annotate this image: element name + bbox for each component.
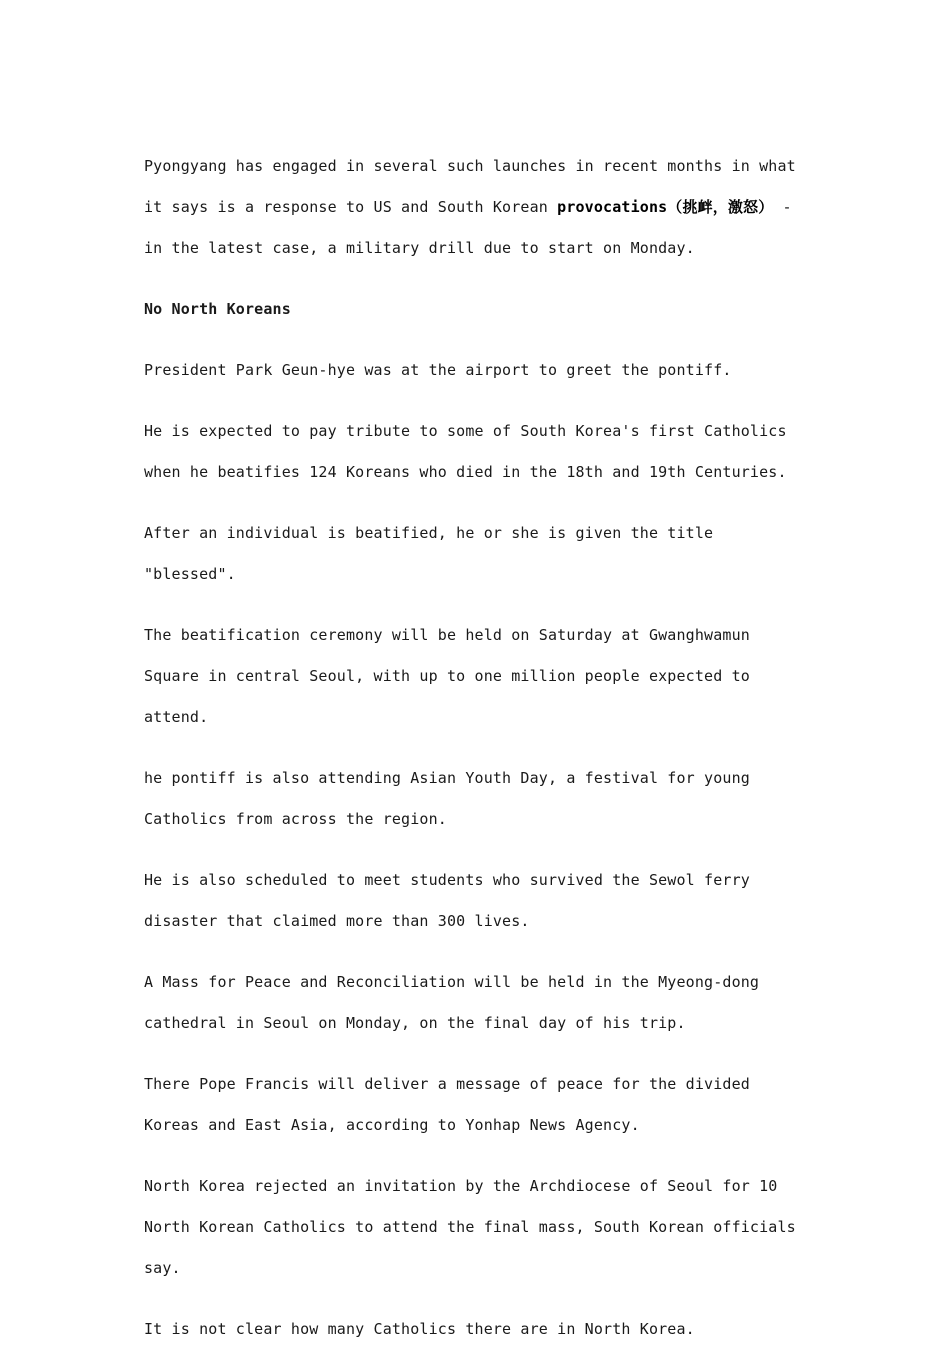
paragraph-11: It is not clear how many Catholics there are in North Korea. <box>144 1320 695 1338</box>
paragraph-1-text-start: Pyongyang has engaged in several such launches in recent months in what it says is a response to US and South Korean <box>144 157 796 216</box>
paragraph-1-text-end: - in the latest case, a military drill due to start on Monday. <box>144 198 792 257</box>
paragraph-5: The beatification ceremony will be held on Saturday at Gwanghwamun Square in central Seoul, with up to one million people expected to attend. <box>144 626 750 726</box>
document-body <box>144 146 814 1370</box>
section-heading: No North Koreans <box>144 300 291 318</box>
paragraph-2: President Park Geun-hye was at the airport to greet the pontiff. <box>144 361 732 379</box>
paragraph-6: he pontiff is also attending Asian Youth Day, a festival for young Catholics from across the region. <box>144 769 750 828</box>
provocations-term: provocations（挑衅，激怒） <box>557 198 774 216</box>
paragraph-1 <box>144 146 814 269</box>
paragraph-4: After an individual is beatified, he or she is given the title "blessed". <box>144 524 714 583</box>
paragraph-7: He is also scheduled to meet students who survived the Sewol ferry disaster that claimed more than 300 lives. <box>144 871 750 930</box>
paragraph-8: A Mass for Peace and Reconciliation will be held in the Myeong-dong cathedral in Seoul on Monday, on the final day of his trip. <box>144 973 760 1032</box>
paragraph-3: He is expected to pay tribute to some of South Korea's first Catholics when he beatifies 124 Koreans who died in the 18th and 19th Centuries. <box>144 422 787 481</box>
paragraph-10: North Korea rejected an invitation by the Archdiocese of Seoul for 10 North Korean Catholics to attend the final mass, South Korean officials say. <box>144 1177 796 1277</box>
paragraph-9: There Pope Francis will deliver a message of peace for the divided Koreas and East Asia, according to Yonhap News Agency. <box>144 1075 750 1134</box>
